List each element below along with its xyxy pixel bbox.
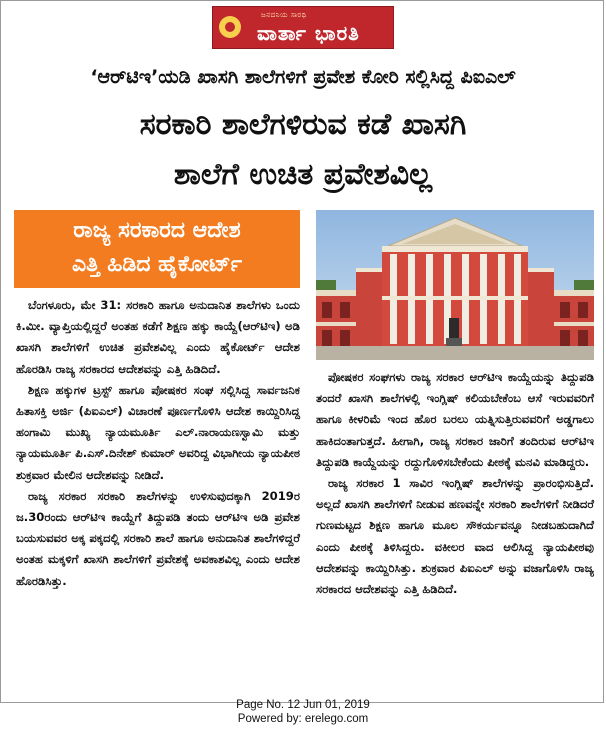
article-paragraph: ಶಿಕ್ಷಣ ಹಕ್ಕುಗಳ ಟ್ರಸ್ಟ್ ಹಾಗೂ ಪೋಷಕರ ಸಂಘ ಸಲ್ಲಿಸಿದ್ದ ಸಾರ್ವಜನಿಕ ಹಿತಾಸಕ್ತಿ ಅರ್ಜಿ (ಪಿಐಎಲ್) ವಿಚಾರಣೆ ಪೂರ್ಣಗೊಳಿಸಿ ಆದೇಶ ಕಾಯ್ದಿರಿಸಿದ್ದ ಹಂಗಾಮಿ ಮುಖ್ಯ ನ್ಯಾಯಮೂರ್ತಿ ಎಲ್.ನಾರಾಯಣಸ್ವಾಮಿ ಮತ್ತು ನ್ಯಾಯಮೂರ್ತಿ ಪಿ.ಎಸ್.ದಿನೇಶ್ ಕುಮಾರ್ ಅವರಿದ್ದ ವಿಭಾಗೀಯ ನ್ಯಾಯಪೀಠ ಶುಕ್ರವಾರ ಮೇಲಿನ ಆದೇಶವನ್ನು ನೀಡಿದೆ. bbox=[16, 382, 300, 482]
article-paragraph: ರಾಜ್ಯ ಸರಕಾರ 1 ಸಾವಿರ ಇಂಗ್ಲಿಷ್ ಶಾಲೆಗಳನ್ನು ಪ್ರಾರಂಭಿಸುತ್ತಿದೆ. ಅಲ್ಲದೆ ಖಾಸಗಿ ಶಾಲೆಗಳಿಗೆ ನೀಡುವ ಹಣವನ್ನೇ ಸರಕಾರಿ ಶಾಲೆಗಳಿಗೆ ನೀಡಿದರೆ ಗುಣಮಟ್ಟದ ಶಿಕ್ಷಣ ಹಾಗೂ ಮೂಲ ಸೌಕರ್ಯವನ್ನೂ ನೀಡಬಹುದಾಗಿದೆ ಎಂದು ಪೀಠಕ್ಕೆ ತಿಳಿಸಿದ್ದರು. ವಕೀಲರ ವಾದ ಆಲಿಸಿದ್ದ ನ್ಯಾಯಪೀಠವು ಆದೇಶವನ್ನು ಕಾಯ್ದಿರಿಸಿತ್ತು. ಶುಕ್ರವಾರ ಪಿಐಎಲ್ ಅನ್ನು ವಜಾಗೊಳಿಸಿ ರಾಜ್ಯ ಸರಕಾರದ ಆದೇಶವನ್ನು ಎತ್ತಿ ಹಿಡಿದಿದೆ. bbox=[316, 476, 594, 597]
article-body-left-column bbox=[16, 295, 300, 592]
headline-line-2: ಶಾಲೆಗೆ ಉಚಿತ ಪ್ರವೇಶವಿಲ್ಲ bbox=[173, 157, 433, 192]
article-kicker: ‘ಆರ್‌ಟಿಇ’ಯಡಿ ಖಾಸಗಿ ಶಾಲೆಗಳಿಗೆ ಪ್ರವೇಶ ಕೋರಿ ಸಲ್ಲಿಸಿದ್ದ ಪಿಐಎಲ್ bbox=[90, 66, 516, 88]
article-body-right-column bbox=[316, 367, 594, 600]
article-paragraph: ಪೋಷಕರ ಸಂಘಗಳು ರಾಜ್ಯ ಸರಕಾರ ಆರ್‌ಟಿಇ ಕಾಯ್ದೆಯನ್ನು ತಿದ್ದುಪಡಿ ತಂದರೆ ಖಾಸಗಿ ಶಾಲೆಗಳಲ್ಲಿ ಇಂಗ್ಲಿಷ್ ಕಲಿಯಬೇಕೆಂಬ ಆಸೆ ಇರುವವರಿಗೆ ಹಾಗೂ ಕೀಳರಿಮೆ ಇಂದ ಹೊರ ಬರಲು ಯತ್ನಿಸುತ್ತಿರುವವರಿಗೆ ಅಡ್ಡಗಾಲು ಹಾಕಿದಂತಾಗುತ್ತದೆ. ಹೀಗಾಗಿ, ರಾಜ್ಯ ಸರಕಾರ ಜಾರಿಗೆ ತಂದಿರುವ ಆರ್‌ಟಿಇ ತಿದ್ದುಪಡಿ ಕಾಯ್ದೆಯನ್ನು ರದ್ದುಗೊಳಿಸಬೇಕೆಂದು ಪೀಠಕ್ಕೆ ಮನವಿ ಮಾಡಿದ್ದರು. bbox=[316, 370, 594, 469]
article-headline bbox=[6, 100, 600, 200]
logo-emblem-icon bbox=[219, 16, 241, 38]
masthead-tagline: ಜನದನಿಯ ಸಾರಥಿ bbox=[261, 11, 307, 19]
page-footer bbox=[0, 698, 606, 726]
headline-line-1: ಸರಕಾರಿ ಶಾಲೆಗಳಿರುವ ಕಡೆ ಖಾಸಗಿ bbox=[139, 107, 467, 142]
article-paragraph: ರಾಜ್ಯ ಸರಕಾರ ಸರಕಾರಿ ಶಾಲೆಗಳನ್ನು ಉಳಿಸುವುದಕ್ಕಾಗಿ 2019ರ ಜ.30ರಂದು ಆರ್‌ಟಿಇ ಕಾಯ್ದೆಗೆ ತಿದ್ದುಪಡಿ ತಂದು ಆರ್‌ಟಿಇ ಅಡಿ ಪ್ರವೇಶ ಬಯಸುವವರ ಅಕ್ಕ ಪಕ್ಕದಲ್ಲಿ ಸರಕಾರಿ ಶಾಲೆ ಹಾಗೂ ಅನುದಾನಿತ ಶಾಲೆಗಳಿದ್ದರೆ ಅಂತಹ ಮಕ್ಕಳಿಗೆ ಖಾಸಗಿ ಶಾಲೆಗಳಿಗೆ ಪ್ರವೇಶಕ್ಕೆ ಅವಕಾಶವಿಲ್ಲ ಎಂದು ಆದೇಶ ಹೊರಡಿಸಿತ್ತು. bbox=[16, 488, 300, 588]
high-court-photo bbox=[316, 210, 594, 360]
subhead-box bbox=[14, 210, 300, 288]
article-paragraph: ಬೆಂಗಳೂರು, ಮೇ 31: ಸರಕಾರಿ ಹಾಗೂ ಅನುದಾನಿತ ಶಾಲೆಗಳು ಒಂದು ಕಿ.ಮೀ. ವ್ಯಾಪ್ತಿಯಲ್ಲಿದ್ದರೆ ಅಂತಹ ಕಡೆಗೆ ಶಿಕ್ಷಣ ಹಕ್ಕು ಕಾಯ್ದೆ(ಆರ್‌ಟಿಇ) ಅಡಿ ಖಾಸಗಿ ಶಾಲೆಗಳಿಗೆ ಉಚಿತ ಪ್ರವೇಶವಿಲ್ಲ ಎಂದು ಹೈಕೋರ್ಟ್ ಆದೇಶ ಹೊರಡಿಸಿ ರಾಜ್ಯ ಸರಕಾರದ ಆದೇಶವನ್ನು ಎತ್ತಿ ಹಿಡಿದಿದೆ. bbox=[16, 298, 300, 376]
footer-powered-by: Powered by: erelego.com bbox=[237, 713, 369, 725]
footer-page-info: Page No. 12 Jun 01, 2019 bbox=[236, 699, 370, 711]
subhead-line-2: ಎತ್ತಿ ಹಿಡಿದ ಹೈಕೋರ್ಟ್ bbox=[71, 252, 243, 277]
masthead-name: ವಾರ್ತಾ ಭಾರತಿ bbox=[257, 21, 360, 45]
high-court-building-image bbox=[316, 210, 594, 360]
masthead-logo bbox=[212, 6, 394, 49]
subhead-line-1: ರಾಜ್ಯ ಸರಕಾರದ ಆದೇಶ bbox=[73, 218, 241, 243]
article-subhead bbox=[14, 214, 300, 282]
